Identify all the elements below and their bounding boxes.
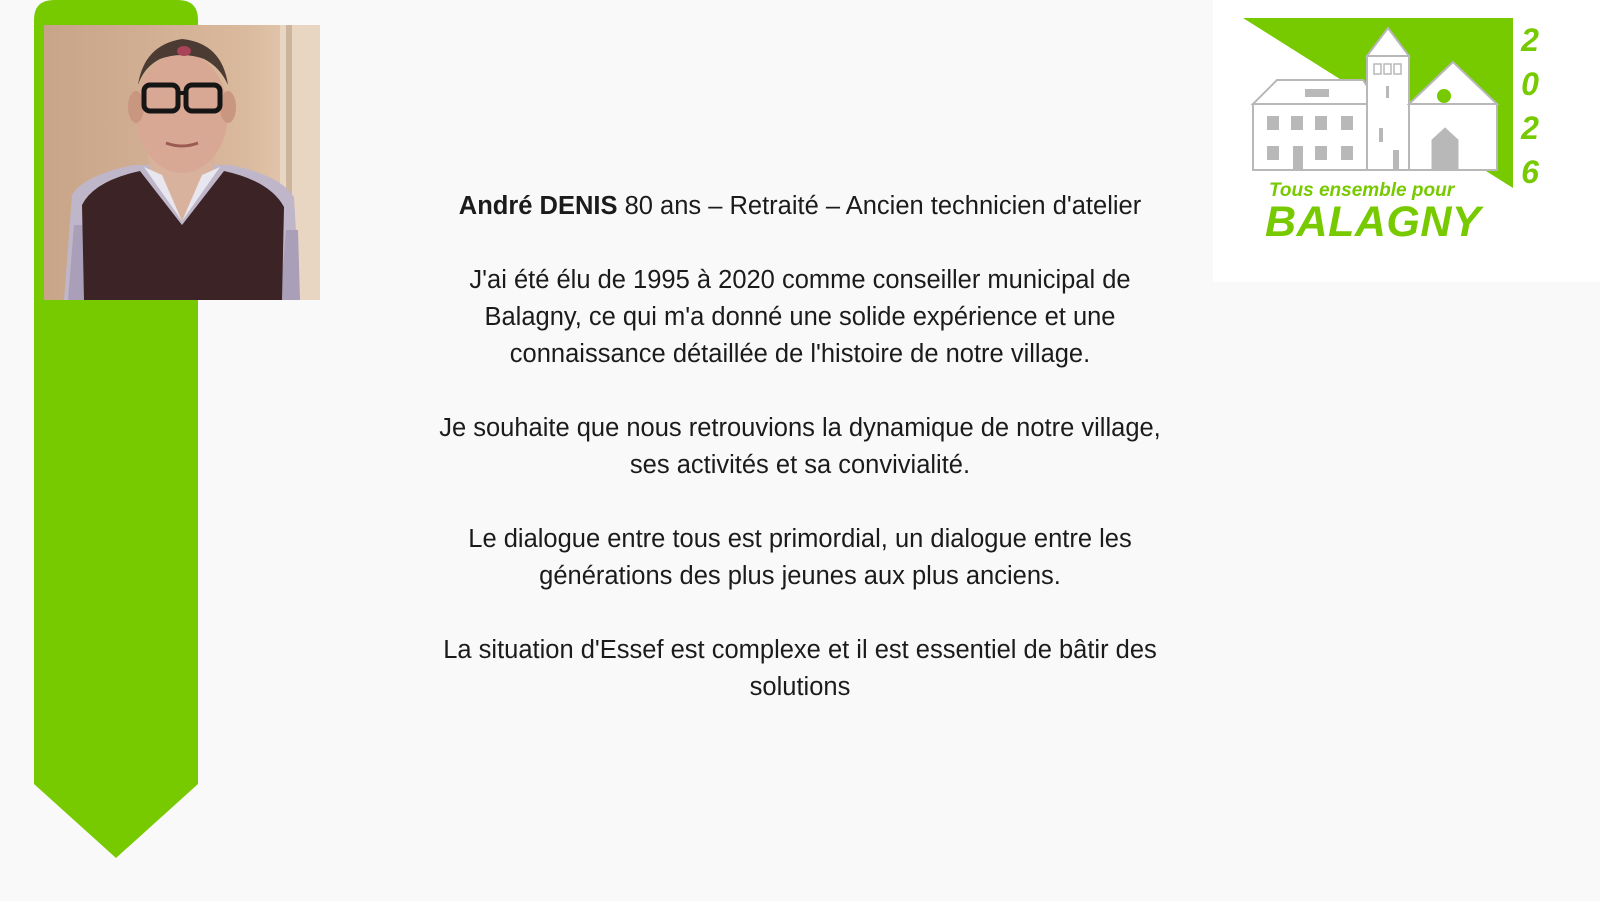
- candidate-header: [420, 188, 1180, 225]
- logo-tagline: Tous ensemble pour: [1269, 180, 1455, 201]
- campaign-logo: [1213, 0, 1600, 282]
- logo-year-digit: 2: [1521, 22, 1539, 58]
- candidate-details: 80 ans – Retraité – Ancien technicien d'atelier: [617, 192, 1142, 220]
- logo-name: BALAGNY: [1265, 198, 1482, 246]
- candidate-description: [420, 188, 1180, 743]
- logo-year-digit: 2: [1521, 110, 1539, 146]
- paragraph-experience: J'ai été élu de 1995 à 2020 comme conseiller municipal de Balagny, ce qui m'a donné une solide expérience et une connaissance détaillée de l'histoire de notre village.: [469, 266, 1131, 368]
- paragraph-dialogue: Le dialogue entre tous est primordial, un dialogue entre les générations des plus jeunes aux plus anciens.: [468, 525, 1132, 590]
- logo-year-digit: 0: [1521, 66, 1539, 102]
- logo-year: [1515, 18, 1545, 194]
- portrait-photo-icon: [44, 25, 320, 300]
- paragraph-essef: La situation d'Essef est complexe et il est essentiel de bâtir des solutions: [443, 636, 1157, 701]
- candidate-name: André DENIS: [458, 192, 618, 220]
- logo-year-digit: 6: [1521, 154, 1539, 190]
- candidate-photo: [44, 25, 320, 300]
- paragraph-dynamics: Je souhaite que nous retrouvions la dynamique de notre village, ses activités et sa convivialité.: [439, 414, 1161, 479]
